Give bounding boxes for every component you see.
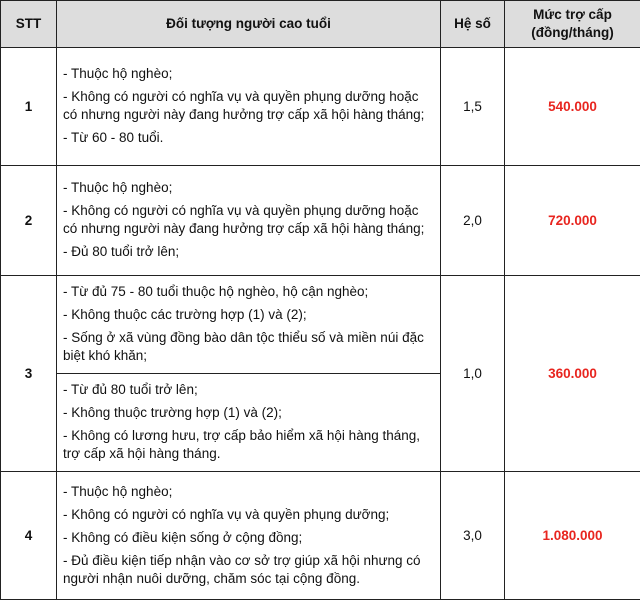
condition-item: - Thuộc hộ nghèo; [63,483,173,499]
row-coefficient: 1,0 [441,276,505,472]
row-stt: 1 [1,48,57,166]
row-stt: 4 [1,472,57,600]
header-amount [505,1,640,48]
condition-item: - Không có điều kiện sống ở cộng đồng; [63,529,303,545]
table-row [1,166,640,276]
condition-item: - Thuộc hộ nghèo; [63,66,173,81]
row-stt: 2 [1,166,57,276]
row-amount: 360.000 [505,276,640,472]
row-coefficient: 1,5 [441,48,505,166]
row-description [57,166,441,276]
row-description-part-a [57,276,441,374]
condition-item: - Từ đủ 80 tuổi trở lên; [63,382,198,397]
table-row [1,48,640,166]
condition-item: - Không có người có nghĩa vụ và quyền phụng dưỡng hoặc có nhưng người này đang hưởng trợ cấp xã hội hàng tháng; [63,89,425,122]
row-description-part-b [57,374,441,472]
header-amount-line1: Mức trợ cấp [533,7,612,22]
condition-item: - Từ đủ 75 - 80 tuổi thuộc hộ nghèo, hộ cận nghèo; [63,284,369,299]
condition-item: - Đủ điều kiện tiếp nhận vào cơ sở trợ giúp xã hội nhưng có người nhận nuôi dưỡng, chăm sóc tại cộng đồng. [63,552,421,586]
header-amount-line2: (đồng/tháng) [531,25,614,40]
condition-item: - Không có người có nghĩa vụ và quyền phụng dưỡng hoặc có nhưng người này đang hưởng trợ cấp xã hội hàng tháng; [63,203,425,236]
row-stt: 3 [1,276,57,472]
condition-item: - Sống ở xã vùng đồng bào dân tộc thiểu số và miền núi đặc biệt khó khăn; [63,330,424,363]
condition-item: - Thuộc hộ nghèo; [63,180,173,195]
header-subject: Đối tượng người cao tuổi [57,1,441,48]
row-description [57,472,441,600]
header-row [1,1,640,48]
condition-item: - Không thuộc trường hợp (1) và (2); [63,405,282,420]
row-amount: 540.000 [505,48,640,166]
row-coefficient: 3,0 [441,472,505,600]
condition-item: - Không có lương hưu, trợ cấp bảo hiểm xã hội hàng tháng, trợ cấp xã hội hàng tháng. [63,428,420,461]
row-amount: 1.080.000 [505,472,640,600]
row-description [57,48,441,166]
condition-item: - Đủ 80 tuổi trở lên; [63,244,180,259]
condition-item: - Không có người có nghĩa vụ và quyền phụng dưỡng; [63,506,390,522]
header-coefficient: Hệ số [441,1,505,48]
table-row [1,276,640,374]
header-stt: STT [1,1,57,48]
row-coefficient: 2,0 [441,166,505,276]
row-amount: 720.000 [505,166,640,276]
condition-item: - Từ 60 - 80 tuổi. [63,130,164,145]
table-row [1,472,640,600]
condition-item: - Không thuộc các trường hợp (1) và (2); [63,307,307,322]
